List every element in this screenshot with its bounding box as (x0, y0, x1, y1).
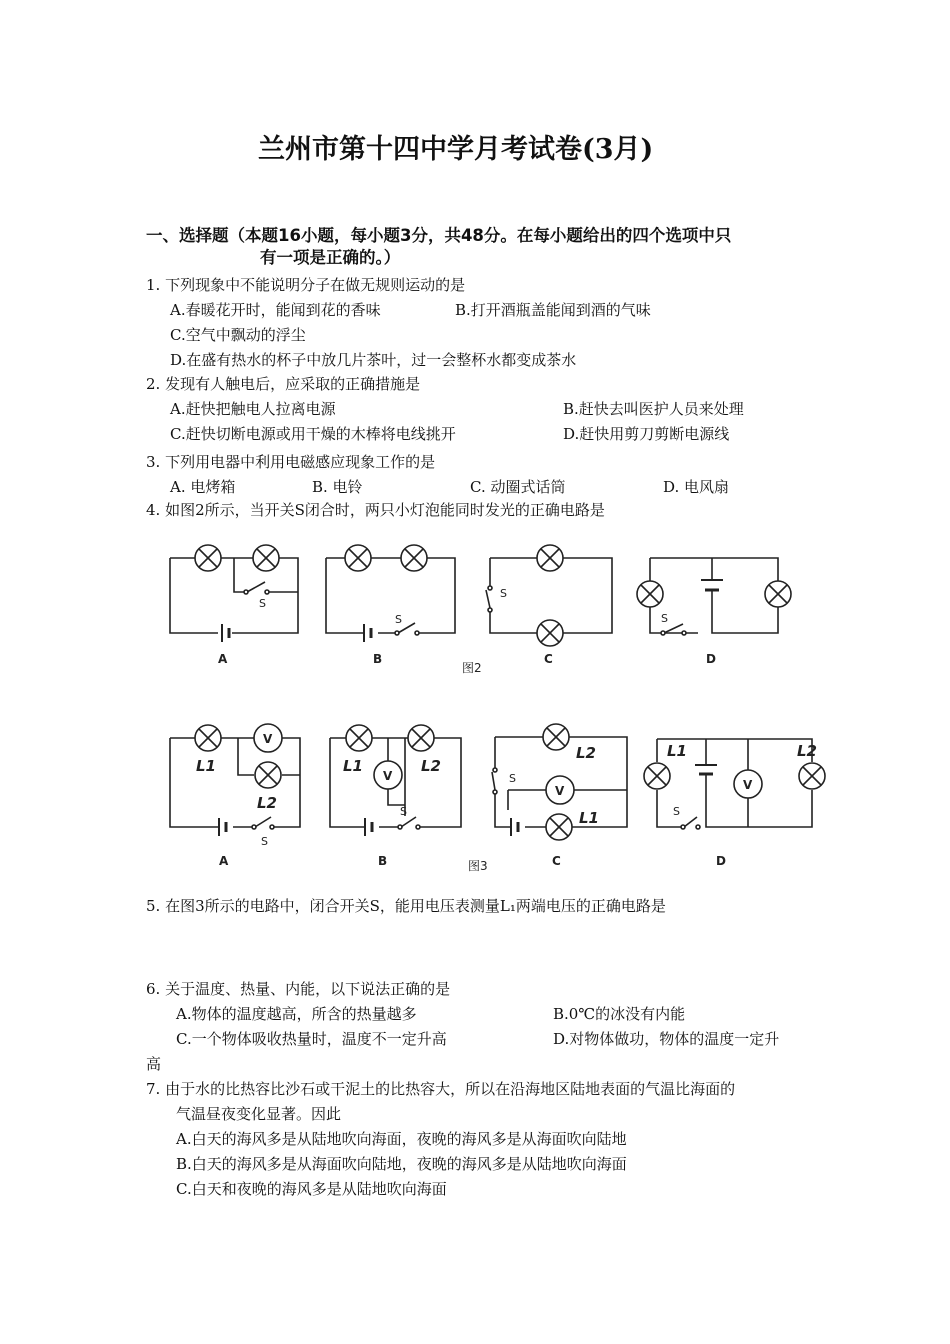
fig3-meter-label-b: V (383, 769, 393, 783)
fig2-label-d: D (706, 652, 716, 666)
question-4-stem: 4. 如图2所示，当开关S闭合时，两只小灯泡能同时发光的正确电路是 (146, 501, 605, 519)
fig3-label-b: B (378, 854, 388, 868)
fig3-switch-label-d: S (673, 805, 680, 818)
fig3-caption: 图3 (468, 859, 488, 873)
fig3-label-c: C (552, 854, 561, 868)
page-title: 兰州市第十四中学月考试卷(3月) (258, 134, 654, 165)
fig2-switch-label-c: S (500, 587, 507, 600)
q7-option-b: B.白天的海风多是从海面吹向陆地，夜晚的海风多是从陆地吹向海面 (176, 1155, 627, 1173)
fig2-switch-label-d: S (661, 612, 668, 625)
fig3-switch-label-c: S (509, 772, 516, 785)
q6-option-c: C.一个物体吸收热量时，温度不一定升高 (176, 1030, 447, 1048)
q1-option-a: A.春暖花开时，能闻到花的香味 (170, 301, 381, 319)
fig3-circuit-b (330, 725, 461, 836)
fig3-b-l1: L1 (343, 757, 363, 775)
fig3-a-l2: L2 (257, 794, 277, 812)
q3-option-a: A. 电烤箱 (170, 478, 236, 496)
fig3-switch-label-b: S (400, 805, 407, 818)
fig3-circuit-a (170, 724, 300, 836)
fig2-caption: 图2 (462, 661, 482, 675)
fig3-a-l1: L1 (196, 757, 216, 775)
q2-option-b: B.赶快去叫医护人员来处理 (563, 400, 744, 418)
fig3-meter-label-c: V (555, 784, 565, 798)
q2-option-a: A.赶快把触电人拉离电源 (170, 400, 336, 418)
fig3-d-l1: L1 (667, 742, 687, 760)
fig2-label-b: B (373, 652, 383, 666)
q1-option-c: C.空气中飘动的浮尘 (170, 326, 306, 344)
question-1-stem: 1. 下列现象中不能说明分子在做无规则运动的是 (146, 276, 466, 294)
q2-option-d: D.赶快用剪刀剪断电源线 (563, 425, 730, 443)
q1-option-d: D.在盛有热水的杯子中放几片茶叶，过一会整杯水都变成茶水 (170, 351, 577, 369)
fig2-switch-label-b: S (395, 613, 402, 626)
fig2-label-a: A (218, 652, 228, 666)
section-heading: 一、选择题（本题16小题，每小题3分，共48分。在每小题给出的四个选项中只 (146, 226, 732, 245)
question-5-stem: 5. 在图3所示的电路中，闭合开关S，能用电压表测量L₁两端电压的正确电路是 (146, 897, 666, 915)
q6-option-a: A.物体的温度越高，所含的热量越多 (176, 1005, 417, 1023)
question-6-stem: 6. 关于温度、热量、内能，以下说法正确的是 (146, 980, 451, 998)
q7-option-a: A.白天的海风多是从陆地吹向海面，夜晚的海风多是从海面吹向陆地 (176, 1130, 627, 1148)
fig3-switch-label-a: S (261, 835, 268, 848)
fig3-meter-label-d: V (743, 778, 753, 792)
q3-option-c: C. 动圈式话筒 (470, 478, 566, 496)
question-2-stem: 2. 发现有人触电后，应采取的正确措施是 (146, 375, 421, 393)
fig3-b-l2: L2 (421, 757, 441, 775)
fig2-label-c: C (544, 652, 553, 666)
q7-option-c: C.白天和夜晚的海风多是从陆地吹向海面 (176, 1180, 447, 1198)
q2-option-c: C.赶快切断电源或用干燥的木棒将电线挑开 (170, 425, 456, 443)
fig2-switch-label-a: S (259, 597, 266, 610)
question-7-stem-cont: 气温昼夜变化显著。因此 (176, 1105, 342, 1123)
q6-option-b: B.0℃的冰没有内能 (553, 1005, 686, 1023)
q3-option-d: D. 电风扇 (663, 478, 730, 496)
q6-option-d: D.对物体做功，物体的温度一定升 (553, 1030, 780, 1048)
q3-option-b: B. 电铃 (312, 478, 363, 496)
q6-option-d-wrap: 高 (146, 1055, 162, 1073)
question-7-stem: 7. 由于水的比热容比沙石或干泥土的比热容大，所以在沿海地区陆地表面的气温比海面的 (146, 1080, 736, 1098)
section-heading-cont: 有一项是正确的。） (260, 248, 401, 267)
fig3-meter-label-a: V (263, 732, 273, 746)
fig3-c-l1: L1 (579, 809, 599, 827)
fig3-d-l2: L2 (797, 742, 817, 760)
q1-option-b: B.打开酒瓶盖能闻到酒的气味 (455, 301, 651, 319)
question-3-stem: 3. 下列用电器中利用电磁感应现象工作的是 (146, 453, 436, 471)
fig3-label-a: A (219, 854, 229, 868)
fig3-label-d: D (716, 854, 726, 868)
fig3-c-l2: L2 (576, 744, 596, 762)
